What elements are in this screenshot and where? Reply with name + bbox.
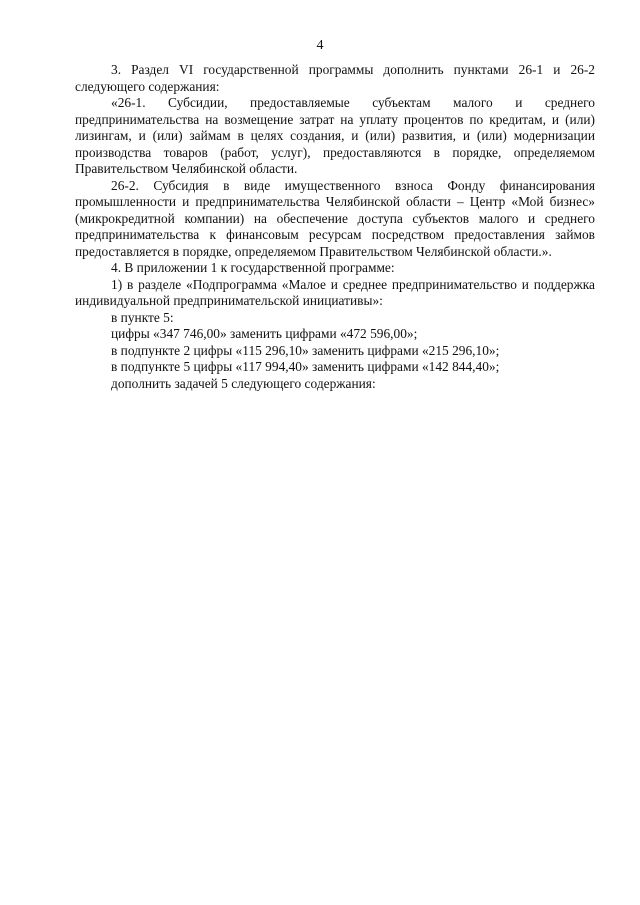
paragraph-figures-replace-3: в подпункте 5 цифры «117 994,40» заменить цифрами «142 844,40»; [111, 359, 500, 374]
paragraph-item-26-2: 26-2. Субсидия в виде имущественного взноса Фонду финансирования промышленности и предпринимательства Челябинской области – Центр «Мой бизнес» (микрокредитной компании) на обеспечение доступа субъектов малого и среднего предпринимательства к финансовым ресурсам посредством предоставления займов предоставляется в порядке, определяемом Правительством Челябинской области.». [75, 177, 595, 259]
paragraph-figures-replace-1: цифры «347 746,00» заменить цифрами «472 596,00»; [111, 326, 418, 341]
paragraph-subprogram-section: 1) в разделе «Подпрограмма «Малое и среднее предпринимательство и поддержка индивидуальной предпринимательской инициативы»: [75, 276, 595, 308]
document-body [75, 62, 595, 392]
paragraph-appendix-1: 4. В приложении 1 к государственной программе: [111, 260, 395, 275]
paragraph-item-26-1: «26-1. Субсидии, предоставляемые субъектам малого и среднего предпринимательства на возмещение затрат на уплату процентов по кредитам, и (или) лизингам, и (или) займам в целях создания, и (или) развития, и (или) модернизации производства товаров (работ, услуг), предоставляются в порядке, определяемом Правительством Челябинской области. [75, 95, 595, 176]
paragraph-figures-replace-2: в подпункте 2 цифры «115 296,10» заменить цифрами «215 296,10»; [111, 342, 500, 358]
page-number: 4 [316, 38, 324, 53]
paragraph-point-5: в пункте 5: [111, 309, 174, 325]
paragraph-section-vi-amendment: 3. Раздел VI государственной программы дополнить пунктами 26-1 и 26-2 следующего содержания: [75, 62, 595, 94]
paragraph-add-task-5: дополнить задачей 5 следующего содержания: [111, 375, 376, 391]
